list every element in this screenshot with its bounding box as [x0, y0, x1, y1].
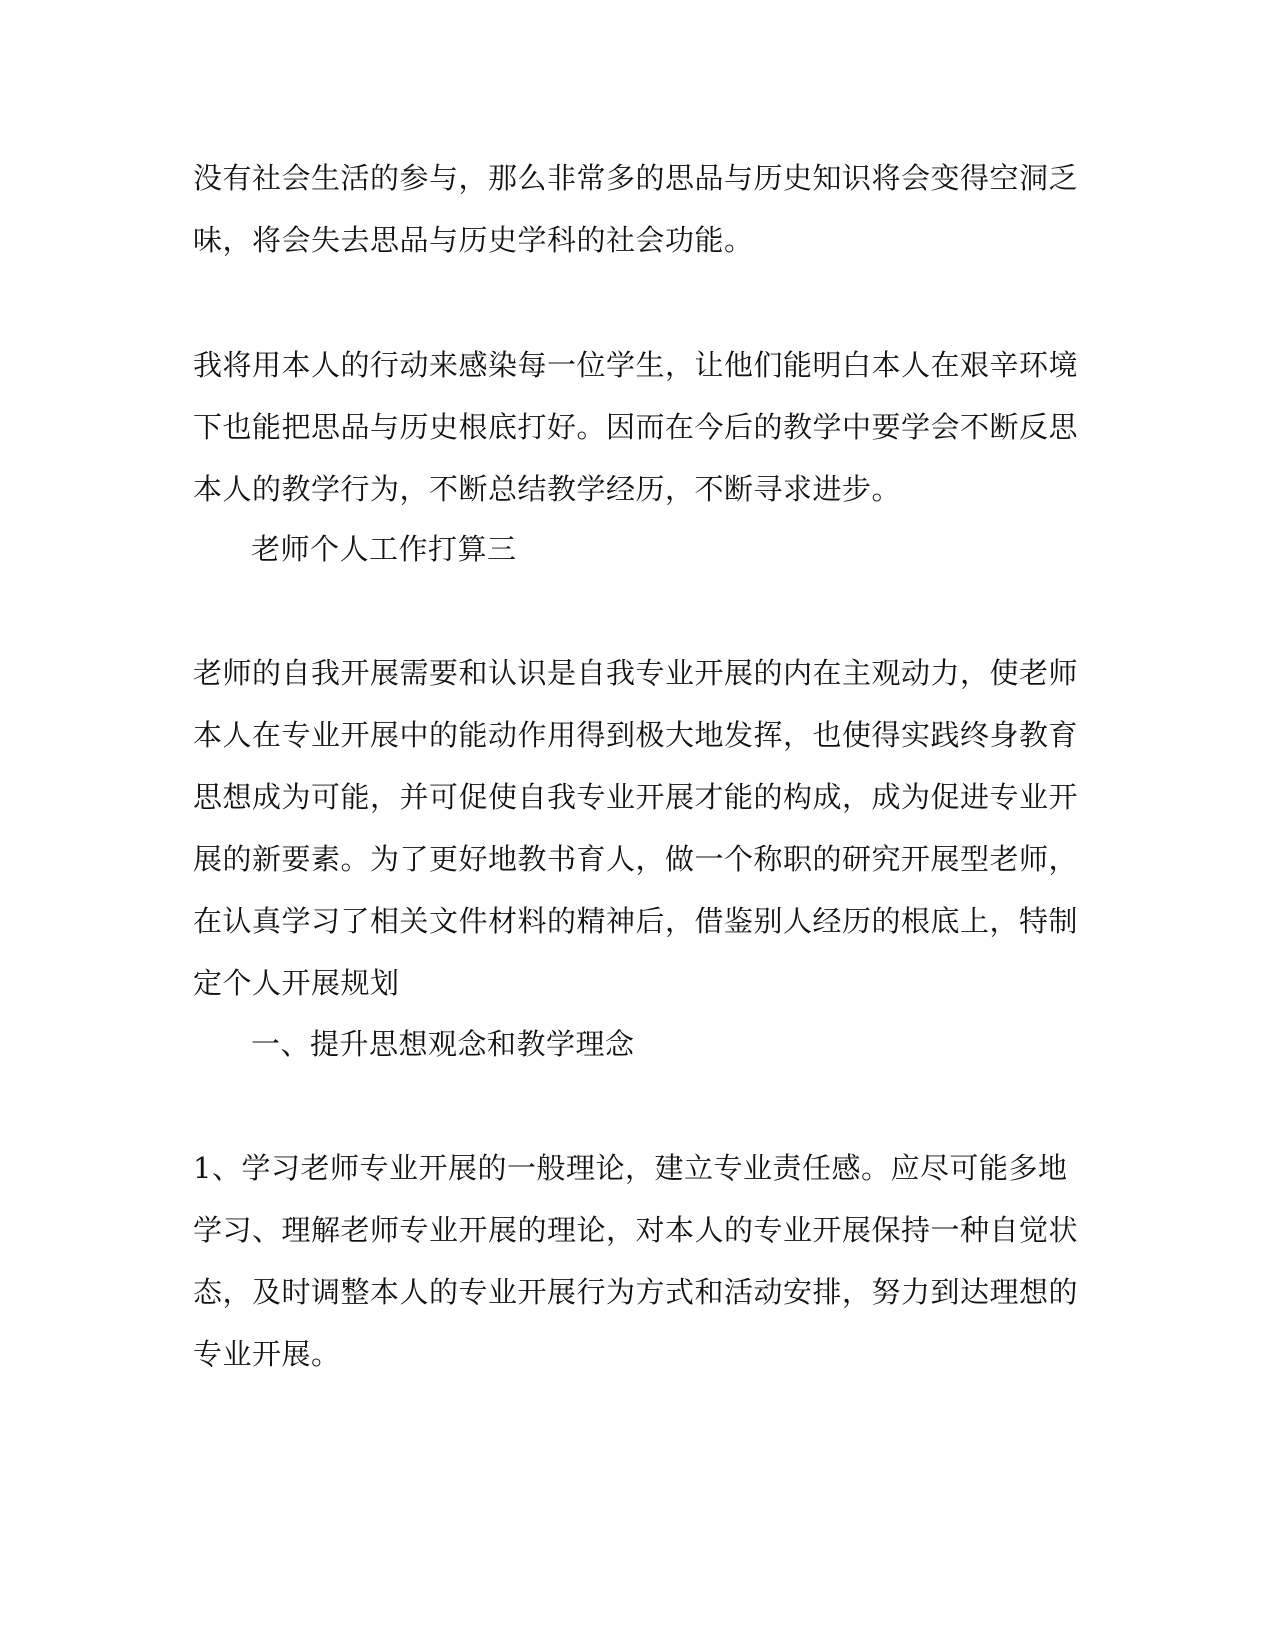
paragraph-line: 学习、理解老师专业开展的理论，对本人的专业开展保持一种自觉状 — [193, 1213, 1079, 1247]
paragraph-line: 态，及时调整本人的专业开展行为方式和活动安排，努力到达理想的 — [193, 1275, 1079, 1309]
paragraph-line: 我将用本人的行动来感染每一位学生，让他们能明白本人在艰辛环境 — [193, 348, 1079, 382]
paragraph-line: 展的新要素。为了更好地教书育人，做一个称职的研究开展型老师， — [193, 842, 1079, 876]
paragraph-line: 本人的教学行为，不断总结教学经历，不断寻求进步。 — [193, 472, 902, 506]
paragraph-line: 下也能把思品与历史根底打好。因而在今后的教学中要学会不断反思 — [193, 410, 1079, 444]
paragraph-line: 专业开展。 — [193, 1337, 341, 1371]
paragraph-line: 味，将会失去思品与历史学科的社会功能。 — [193, 223, 754, 257]
paragraph-line: 思想成为可能，并可促使自我专业开展才能的构成，成为促进专业开 — [193, 780, 1079, 814]
paragraph-line: 老师的自我开展需要和认识是自我专业开展的内在主观动力，使老师 — [193, 656, 1079, 690]
section-heading: 老师个人工作打算三 — [251, 532, 517, 566]
paragraph-line: 定个人开展规划 — [193, 966, 400, 1000]
paragraph-line: 在认真学习了相关文件材料的精神后，借鉴别人经历的根底上，特制 — [193, 904, 1079, 938]
paragraph-line: 1、学习老师专业开展的一般理论，建立专业责任感。应尽可能多地 — [193, 1151, 1068, 1185]
section-heading: 一、提升思想观念和教学理念 — [251, 1027, 635, 1061]
paragraph-line: 本人在专业开展中的能动作用得到极大地发挥，也使得实践终身教育 — [193, 718, 1079, 752]
paragraph-line: 没有社会生活的参与，那么非常多的思品与历史知识将会变得空洞乏 — [193, 161, 1079, 195]
